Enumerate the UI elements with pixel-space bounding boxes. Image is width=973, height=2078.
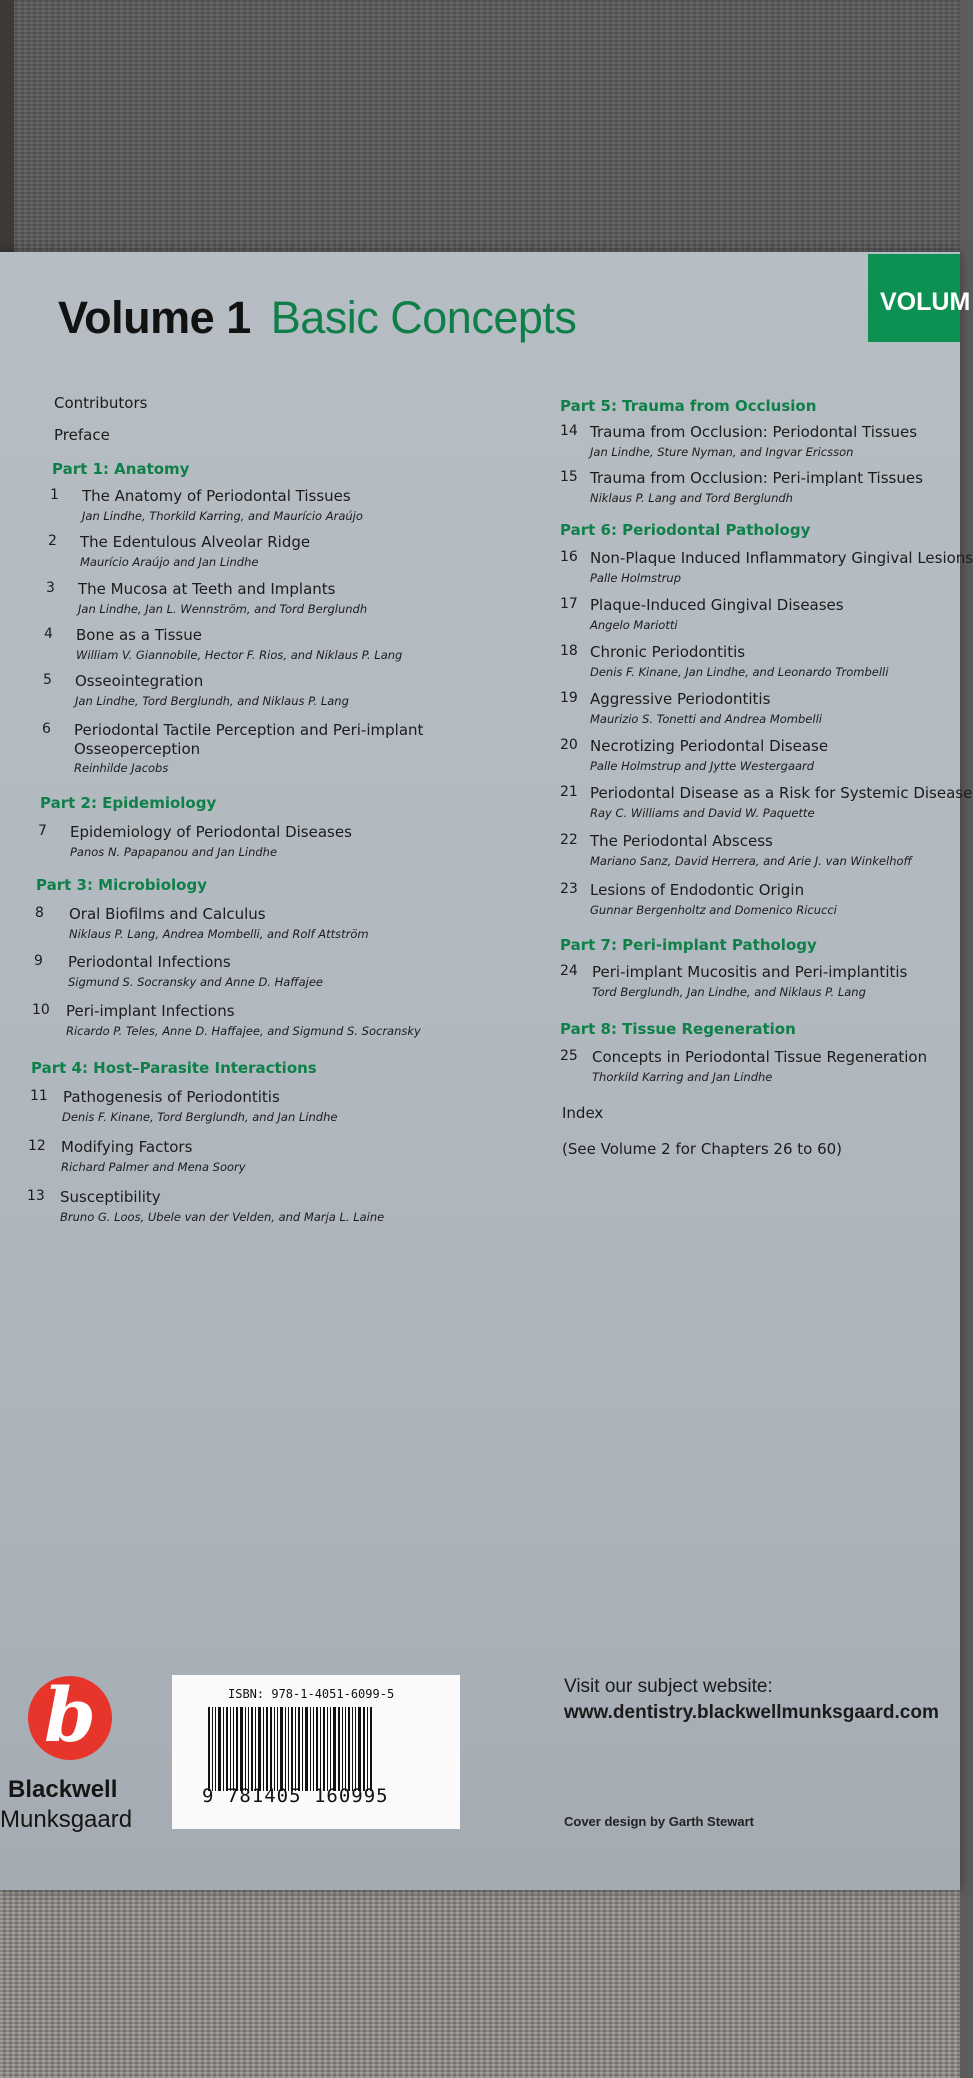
barcode-stripe: [327, 1707, 328, 1791]
chapter-authors: Gunnar Bergenholtz and Domenico Ricucci: [590, 903, 837, 917]
barcode-stripe: [316, 1707, 318, 1791]
chapter-number: 7: [38, 823, 47, 839]
chapter-authors: Maurizio S. Tonetti and Andrea Mombelli: [590, 712, 822, 726]
barcode-stripe: [367, 1707, 368, 1791]
chapter-authors: Mariano Sanz, David Herrera, and Arie J. van Winkelhoff: [590, 854, 912, 868]
barcode-stripe: [245, 1707, 246, 1791]
chapter-title: Periodontal Disease as a Risk for Systemic Disease: [590, 784, 973, 802]
chapter-title: Osseointegration: [75, 672, 204, 690]
chapter-authors: Denis F. Kinane, Tord Berglundh, and Jan Lindhe: [62, 1110, 338, 1124]
chapter-number: 25: [560, 1048, 578, 1064]
chapter-authors: Denis F. Kinane, Jan Lindhe, and Leonardo Trombelli: [590, 665, 889, 679]
chapter-number: 19: [560, 690, 578, 706]
barcode-stripe: [330, 1707, 331, 1791]
barcode-stripe: [358, 1707, 361, 1791]
barcode-stripe: [233, 1707, 234, 1791]
chapter-number: 11: [30, 1088, 48, 1104]
barcode-stripe: [251, 1707, 253, 1791]
barcode-stripe: [285, 1707, 286, 1791]
chapter-number: 9: [34, 953, 43, 969]
chapter-authors: Angelo Mariotti: [590, 618, 678, 632]
website-url[interactable]: www.dentistry.blackwellmunksgaard.com: [564, 1702, 939, 1723]
barcode-stripe: [291, 1707, 293, 1791]
chapter-title-continued: Osseoperception: [74, 740, 201, 758]
chapter-number: 17: [560, 596, 578, 612]
chapter-title: Trauma from Occlusion: Periodontal Tissues: [590, 423, 918, 441]
chapter-authors: Panos N. Papapanou and Jan Lindhe: [70, 845, 278, 859]
barcode-stripe: [323, 1707, 325, 1791]
chapter-number: 22: [560, 832, 578, 848]
barcode-bars: [208, 1707, 418, 1791]
chapter-authors: William V. Giannobile, Hector F. Rios, and Niklaus P. Lang: [76, 648, 403, 662]
ean-digits: 9 781405 160995: [202, 1785, 389, 1807]
part-heading: Part 5: Trauma from Occlusion: [560, 397, 817, 415]
chapter-authors: Jan Lindhe, Thorkild Karring, and Maurício Araújo: [82, 509, 363, 523]
barcode-stripe: [258, 1707, 261, 1791]
chapter-number: 5: [43, 672, 52, 688]
part-heading: Part 2: Epidemiology: [40, 794, 217, 812]
barcode-stripe: [313, 1707, 314, 1791]
barcode-stripe: [305, 1707, 308, 1791]
barcode-stripe: [263, 1707, 264, 1791]
chapter-authors: Bruno G. Loos, Ubele van der Velden, and Marja L. Laine: [60, 1210, 385, 1224]
chapter-authors: Maurício Araújo and Jan Lindhe: [80, 555, 259, 569]
website-label: Visit our subject website:: [564, 1676, 773, 1697]
barcode-stripe: [302, 1707, 303, 1791]
chapter-title: Chronic Periodontitis: [590, 643, 746, 661]
barcode-stripe: [363, 1707, 365, 1791]
barcode-stripe: [248, 1707, 249, 1791]
chapter-number: 4: [44, 626, 53, 642]
chapter-number: 8: [35, 905, 44, 921]
barcode-stripe: [342, 1707, 343, 1791]
barcode-stripe: [212, 1707, 213, 1791]
chapter-authors: Palle Holmstrup: [590, 571, 682, 585]
barcode-stripe: [352, 1707, 353, 1791]
chapter-title: Concepts in Periodontal Tissue Regeneration: [592, 1048, 928, 1066]
barcode-stripe: [270, 1707, 272, 1791]
chapter-authors: Sigmund S. Socransky and Anne D. Haffajee: [68, 975, 323, 989]
chapter-title: Modifying Factors: [61, 1138, 193, 1156]
publisher-name: Blackwell: [8, 1776, 118, 1803]
barcode-stripe: [266, 1707, 268, 1791]
chapter-title: Plaque-Induced Gingival Diseases: [590, 596, 844, 614]
volume-number: Volume 1: [58, 292, 251, 343]
barcode-stripe: [215, 1707, 216, 1791]
chapter-title: Peri-implant Infections: [66, 1002, 235, 1020]
chapter-title: Bone as a Tissue: [76, 626, 202, 644]
part-heading: Part 4: Host–Parasite Interactions: [31, 1059, 317, 1077]
chapter-number: 14: [560, 423, 578, 439]
barcode-stripe: [218, 1707, 221, 1791]
chapter-authors: Richard Palmer and Mena Soory: [61, 1160, 246, 1174]
barcode-stripe: [295, 1707, 296, 1791]
chapter-title: Susceptibility: [60, 1188, 161, 1206]
volume-2-note: (See Volume 2 for Chapters 26 to 60): [562, 1140, 843, 1158]
chapter-number: 15: [560, 469, 578, 485]
volume-subtitle: Basic Concepts: [270, 292, 577, 343]
barcode-stripe: [226, 1707, 228, 1791]
chapter-title: Oral Biofilms and Calculus: [69, 905, 266, 923]
part-heading: Part 1: Anatomy: [52, 460, 190, 478]
barcode-stripe: [208, 1707, 210, 1791]
part-heading: Part 6: Periodontal Pathology: [560, 521, 811, 539]
barcode-stripe: [223, 1707, 224, 1791]
barcode-stripe: [355, 1707, 356, 1791]
chapter-authors: Thorkild Karring and Jan Lindhe: [592, 1070, 773, 1084]
chapter-number: 18: [560, 643, 578, 659]
chapter-authors: Jan Lindhe, Jan L. Wennström, and Tord Berglundh: [78, 602, 368, 616]
publisher-imprint: Munksgaard: [0, 1806, 133, 1833]
chapter-number: 2: [48, 533, 57, 549]
barcode-stripe: [277, 1707, 278, 1791]
chapter-title: Epidemiology of Periodontal Diseases: [70, 823, 352, 841]
volume-tab: VOLUM: [868, 254, 960, 342]
chapter-number: 24: [560, 963, 578, 979]
chapter-title: The Mucosa at Teeth and Implants: [78, 580, 336, 598]
chapter-title: Trauma from Occlusion: Peri-implant Tissues: [590, 469, 923, 487]
chapter-authors: Niklaus P. Lang and Tord Berglundh: [590, 491, 793, 505]
chapter-title: Periodontal Infections: [68, 953, 231, 971]
part-heading: Part 3: Microbiology: [36, 876, 207, 894]
chapter-title: Pathogenesis of Periodontitis: [63, 1088, 280, 1106]
chapter-title: Periodontal Tactile Perception and Peri-implant: [74, 721, 424, 739]
chapter-number: 6: [42, 721, 51, 737]
chapter-title: Necrotizing Periodontal Disease: [590, 737, 829, 755]
chapter-authors: Ricardo P. Teles, Anne D. Haffajee, and Sigmund S. Socransky: [66, 1024, 421, 1038]
chapter-title: The Anatomy of Periodontal Tissues: [82, 487, 351, 505]
chapter-authors: Ray C. Williams and David W. Paquette: [590, 806, 815, 820]
chapter-number: 3: [46, 580, 55, 596]
chapter-number: 20: [560, 737, 578, 753]
chapter-number: 12: [28, 1138, 46, 1154]
chapter-authors: Jan Lindhe, Sture Nyman, and Ingvar Ericsson: [590, 445, 854, 459]
isbn-text: ISBN: 978-1-4051-6099-5: [228, 1687, 395, 1701]
barcode-stripe: [274, 1707, 275, 1791]
chapter-authors: Palle Holmstrup and Jytte Westergaard: [590, 759, 815, 773]
chapter-authors: Reinhilde Jacobs: [74, 761, 169, 775]
barcode-stripe: [240, 1707, 243, 1791]
publisher-logo: b: [28, 1676, 112, 1760]
chapter-authors: Tord Berglundh, Jan Lindhe, and Niklaus P. Lang: [592, 985, 866, 999]
chapter-authors: Niklaus P. Lang, Andrea Mombelli, and Rolf Attström: [69, 927, 369, 941]
chapter-title: The Edentulous Alveolar Ridge: [80, 533, 311, 551]
barcode-stripe: [338, 1707, 340, 1791]
chapter-number: 1: [50, 487, 59, 503]
barcode-label: [172, 1675, 460, 1829]
front-matter-contributors: Contributors: [54, 394, 148, 412]
barcode-stripe: [320, 1707, 321, 1791]
back-matter-index: Index: [562, 1104, 604, 1122]
barcode-stripe: [230, 1707, 231, 1791]
barcode-stripe: [310, 1707, 311, 1791]
chapter-title: Aggressive Periodontitis: [590, 690, 771, 708]
chapter-title: Lesions of Endodontic Origin: [590, 881, 805, 899]
front-matter-preface: Preface: [54, 426, 110, 444]
barcode-stripe: [345, 1707, 346, 1791]
chapter-authors: Jan Lindhe, Tord Berglundh, and Niklaus P. Lang: [75, 694, 349, 708]
chapter-title: The Periodontal Abscess: [590, 832, 773, 850]
chapter-number: 16: [560, 549, 578, 565]
part-heading: Part 8: Tissue Regeneration: [560, 1020, 796, 1038]
barcode-stripe: [280, 1707, 283, 1791]
barcode-stripe: [348, 1707, 350, 1791]
barcode-stripe: [333, 1707, 336, 1791]
barcode-stripe: [236, 1707, 238, 1791]
chapter-title: Peri-implant Mucositis and Peri-implantitis: [592, 963, 908, 981]
barcode-stripe: [298, 1707, 300, 1791]
barcode-stripe: [288, 1707, 289, 1791]
chapter-number: 13: [27, 1188, 45, 1204]
barcode-stripe: [370, 1707, 372, 1791]
part-heading: Part 7: Peri-implant Pathology: [560, 936, 817, 954]
chapter-title: Non-Plaque Induced Inflammatory Gingival Lesions: [590, 549, 973, 567]
barcode-stripe: [255, 1707, 256, 1791]
chapter-number: 23: [560, 881, 578, 897]
chapter-number: 10: [32, 1002, 50, 1018]
chapter-number: 21: [560, 784, 578, 800]
cover-credit: Cover design by Garth Stewart: [564, 1814, 754, 1829]
